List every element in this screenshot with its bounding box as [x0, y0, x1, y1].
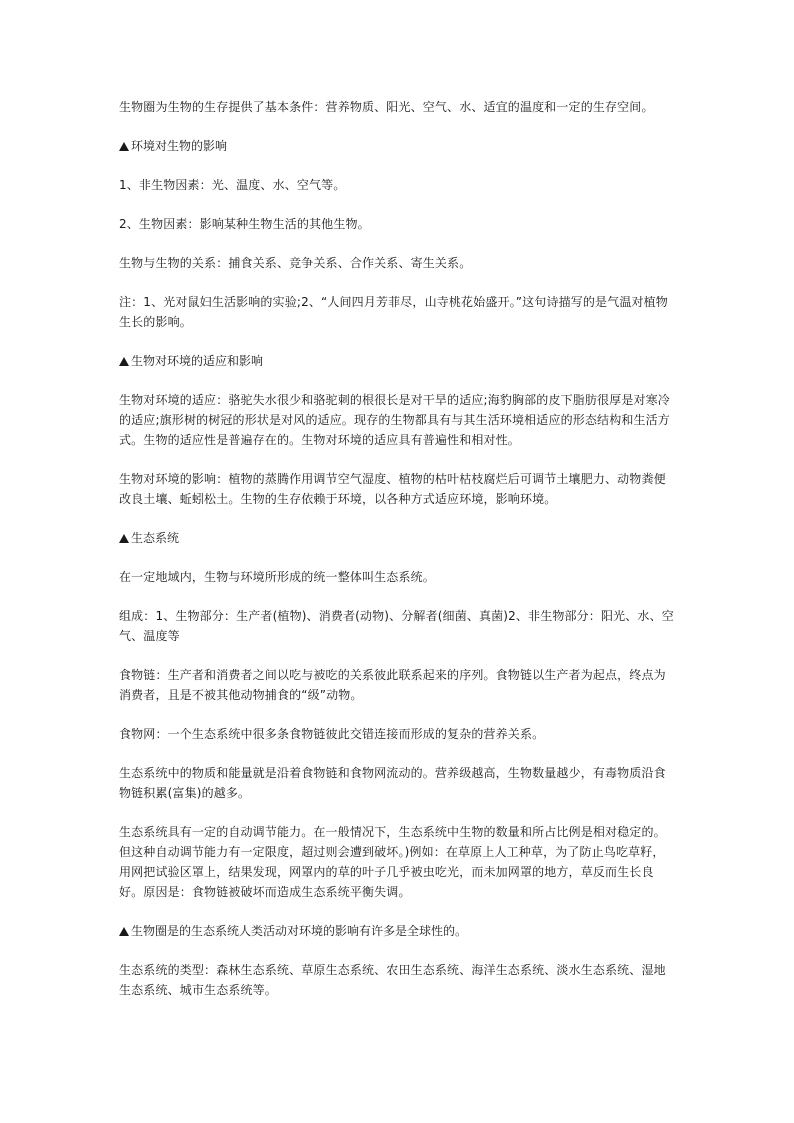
energy-flow-paragraph: 生态系统中的物质和能量就是沿着食物链和食物网流动的。营养级越高，生物数量越少，有毒物质沿食物链积累(富集)的越多。	[119, 766, 666, 800]
ecosystem-types-paragraph: 生态系统的类型：森林生态系统、草原生态系统、农田生态系统、海洋生态系统、淡水生态系统、湿地生态系统、城市生态系统等。	[119, 963, 666, 997]
intro-paragraph: 生物圈为生物的生存提供了基本条件：营养物质、阳光、空气、水、适宜的温度和一定的生存空间。	[119, 100, 654, 114]
heading-text: 环境对生物的影响	[131, 139, 228, 153]
section-heading-environment-impact	[119, 136, 675, 156]
triangle-bullet-icon	[119, 357, 129, 366]
heading-text: 生态系统	[131, 531, 180, 545]
food-chain-paragraph: 食物链：生产者和消费者之间以吃与被吃的关系彼此联系起来的序列。食物链以生产者为起点，终点为消费者，且是不被其他动物捕食的“级”动物。	[119, 668, 666, 702]
adaptation-paragraph: 生物对环境的适应：骆驼失水很少和骆驼刺的根很长是对干旱的适应;海豹胸部的皮下脂肪很厚是对寒冷的适应;旗形树的树冠的形状是对风的适应。现存的生物都具有与其生活环境相适应的形态结构和生活方式。生物的适应性是普遍存在的。生物对环境的适应具有普遍性和相对性。	[119, 393, 670, 447]
triangle-bullet-icon	[119, 142, 129, 151]
biotic-factors-paragraph: 2、生物因素：影响某种生物生活的其他生物。	[119, 217, 370, 231]
food-web-paragraph: 食物网：一个生态系统中很多条食物链彼此交错连接而形成的复杂的营养关系。	[119, 727, 545, 741]
relationships-paragraph: 生物与生物的关系：捕食关系、竞争关系、合作关系、寄生关系。	[119, 256, 472, 270]
self-regulation-paragraph: 生态系统具有一定的自动调节能力。在一般情况下，生态系统中生物的数量和所占比例是相对稳定的。但这种自动调节能力有一定限度，超过则会遭到破坏。)例如：在草原上人工种草，为了防止鸟吃草籽，用网把试验区罩上，结果发现，网罩内的草的叶子几乎被虫吃光，而未加网罩的地方，草反而生长良好。原因是：食物链被破坏而造成生态系统平衡失调。	[119, 825, 666, 899]
section-heading-adaptation	[119, 351, 675, 371]
abiotic-factors-paragraph: 1、非生物因素：光、温度、水、空气等。	[119, 178, 346, 192]
composition-paragraph: 组成：1、生物部分：生产者(植物)、消费者(动物)、分解者(细菌、真菌)2、非生物部分：阳光、水、空气、温度等	[119, 609, 674, 643]
note-paragraph: 注：1、光对鼠妇生活影响的实验;2、“人间四月芳菲尽，山寺桃花始盛开。”这句诗描写的是气温对植物生长的影响。	[119, 295, 668, 329]
heading-text: 生物圈是的生态系统人类活动对环境的影响有许多是全球性的。	[131, 924, 468, 938]
influence-paragraph: 生物对环境的影响：植物的蒸腾作用调节空气湿度、植物的枯叶枯枝腐烂后可调节土壤肥力、动物粪便改良土壤、蚯蚓松土。生物的生存依赖于环境，以各种方式适应环境，影响环境。	[119, 472, 666, 506]
ecosystem-definition-paragraph: 在一定地域内，生物与环境所形成的统一整体叫生态系统。	[119, 570, 435, 584]
section-heading-biosphere	[119, 921, 675, 941]
triangle-bullet-icon	[119, 927, 129, 936]
section-heading-ecosystem	[119, 528, 675, 548]
document-body	[119, 97, 675, 1019]
triangle-bullet-icon	[119, 534, 129, 543]
heading-text: 生物对环境的适应和影响	[131, 354, 264, 368]
